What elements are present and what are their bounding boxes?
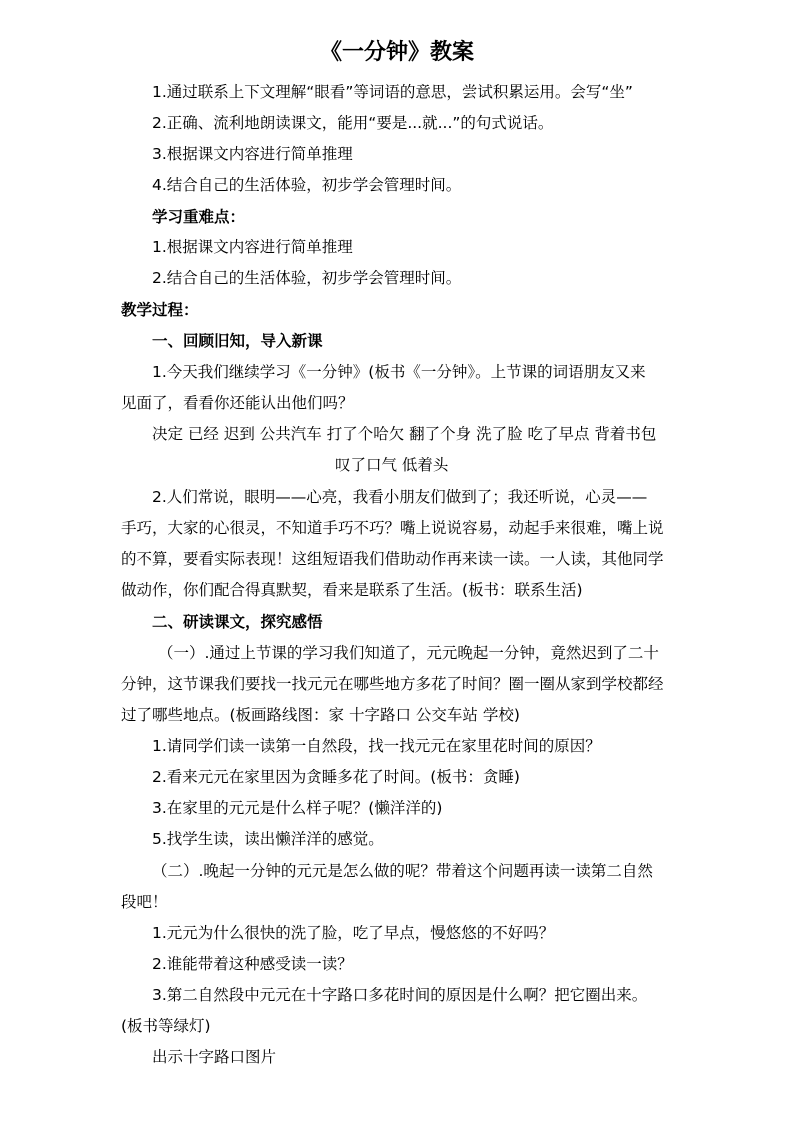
paragraph-line: （一）.通过上节课的学习我们知道了，元元晚起一分钟，竟然迟到了二十 <box>158 644 659 662</box>
goal-line-1: 1.通过联系上下文理解“眼看”等词语的意思，尝试积累运用。会写“坐” <box>152 83 633 101</box>
vocabulary-line: 叹了口气 低着头 <box>335 456 449 474</box>
paragraph-line: 过了哪些地点。(板画路线图：家 十字路口 公交车站 学校) <box>121 706 520 724</box>
document-title: 《一分钟》教案 <box>319 40 474 65</box>
paragraph-line: (板书等绿灯) <box>121 1017 211 1035</box>
section-2-heading: 二、研读课文，探究感悟 <box>152 613 323 631</box>
paragraph-line: 见面了，看看你还能认出他们吗？ <box>121 394 354 412</box>
vocabulary-line: 决定 已经 迟到 公共汽车 打了个哈欠 翻了个身 洗了脸 吃了早点 背着书包 <box>152 425 657 443</box>
paragraph-line: 1.请同学们读一读第一自然段，找一找元元在家里花时间的原因？ <box>152 737 601 755</box>
paragraph-line: （二）.晚起一分钟的元元是怎么做的呢？带着这个问题再读一读第二自然 <box>152 862 653 880</box>
paragraph-line: 3.第二自然段中元元在十字路口多花时间的原因是什么啊？把它圈出来。 <box>152 986 648 1004</box>
key-point-1: 1.根据课文内容进行简单推理 <box>152 238 353 256</box>
paragraph-line: 1.元元为什么很快的洗了脸，吃了早点，慢悠悠的不好吗？ <box>152 924 555 942</box>
paragraph-line: 5.找学生读，读出懒洋洋的感觉。 <box>152 830 384 848</box>
paragraph-line: 做动作，你们配合得真默契，看来是联系了生活。(板书：联系生活) <box>121 581 583 599</box>
paragraph-line: 出示十字路口图片 <box>152 1048 277 1066</box>
paragraph-line: 分钟，这节课我们要找一找元元在哪些地方多花了时间？圈一圈从家到学校都经 <box>121 675 664 693</box>
paragraph-line: 3.在家里的元元是什么样子呢？(懒洋洋的) <box>152 799 443 817</box>
paragraph-line: 2.谁能带着这种感受读一读？ <box>152 955 353 973</box>
goal-line-4: 4.结合自己的生活体验，初步学会管理时间。 <box>152 176 462 194</box>
goal-line-2: 2.正确、流利地朗读课文，能用“要是...就...”的句式说话。 <box>152 114 554 132</box>
key-point-2: 2.结合自己的生活体验，初步学会管理时间。 <box>152 269 462 287</box>
goal-line-3: 3.根据课文内容进行简单推理 <box>152 145 353 163</box>
paragraph-line: 2.看来元元在家里因为贪睡多花了时间。(板书：贪睡) <box>152 768 520 786</box>
paragraph-line: 2.人们常说，眼明——心亮，我看小朋友们做到了；我还听说，心灵—— <box>152 488 648 506</box>
paragraph-line: 1.今天我们继续学习《一分钟》(板书《一分钟》。上节课的词语朋友又来 <box>152 363 646 381</box>
key-points-heading: 学习重难点： <box>152 208 246 226</box>
paragraph-line: 手巧，大家的心很灵，不知道手巧不巧？嘴上说说容易，动起手来很难，嘴上说 <box>121 519 664 537</box>
section-1-heading: 一、回顾旧知，导入新课 <box>152 332 323 350</box>
process-heading: 教学过程： <box>121 301 199 319</box>
paragraph-line: 段吧！ <box>121 893 168 911</box>
paragraph-line: 的不算，要看实际表现！这组短语我们借助动作再来读一读。一人读，其他同学 <box>121 550 664 568</box>
